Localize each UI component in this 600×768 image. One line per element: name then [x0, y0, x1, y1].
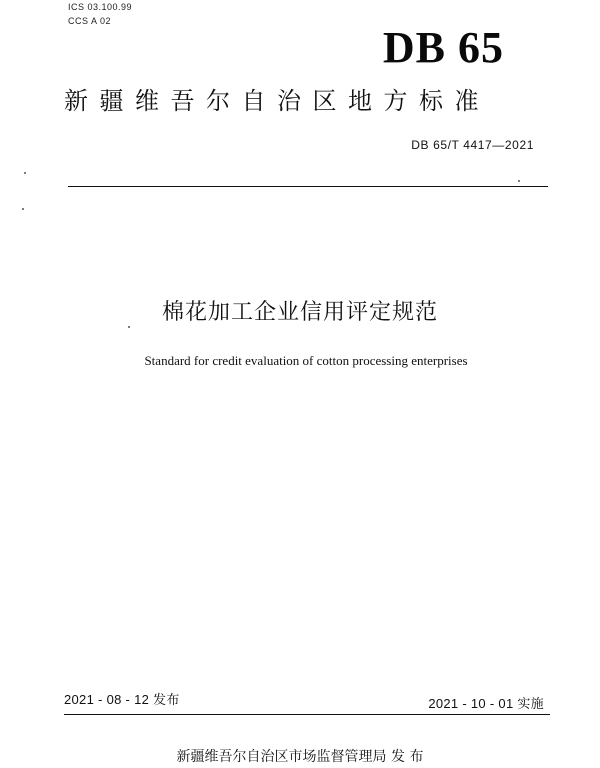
implementation-date: 2021 - 10 - 01 实施 — [428, 696, 544, 711]
issue-date: 2021 - 08 - 12 发布 — [64, 692, 180, 707]
ccs-code: CCS A 02 — [68, 16, 112, 26]
top-divider — [68, 186, 548, 187]
document-title-zh: 棉花加工企业信用评定规范 — [161, 300, 438, 325]
db-logo: DB 65 — [382, 23, 504, 72]
scan-speck — [128, 326, 130, 328]
scan-speck — [22, 208, 24, 210]
document-title-en: Standard for credit evaluation of cotton processing enterprises — [144, 353, 468, 368]
scan-speck — [24, 172, 26, 174]
scan-speck — [518, 180, 520, 182]
standard-number: DB 65/T 4417—2021 — [411, 138, 534, 152]
publisher: 新疆维吾尔自治区市场监督管理局 发 布 — [176, 749, 424, 765]
ics-code: ICS 03.100.99 — [68, 2, 133, 12]
issuer-title: 新疆维吾尔自治区地方标准 — [64, 87, 490, 115]
bottom-divider — [64, 714, 550, 715]
